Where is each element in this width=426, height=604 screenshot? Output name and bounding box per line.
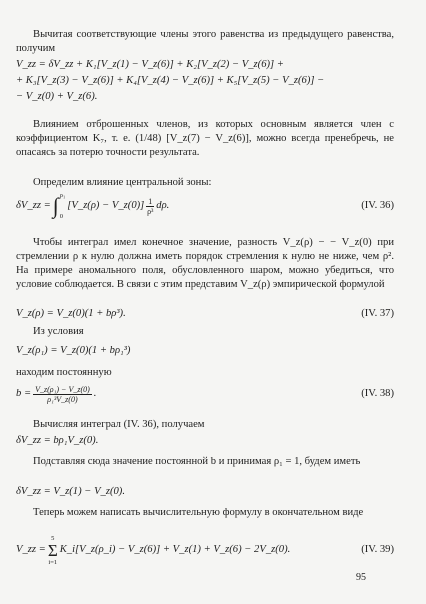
equation-iv-36 xyxy=(16,190,394,222)
formula-line-3: − V_z(0) + V_z(6). xyxy=(16,91,98,102)
eq37-formula: V_z(ρ) = V_z(0)(1 + bρ³). xyxy=(16,308,126,319)
paragraph-integral-condition: Чтобы интеграл имел конечное значение, разность V_z(ρ) − − V_z(0) при стремлении ρ к нулю должна иметь порядок стремления к нулю не ниже, чем ρ². На примере аномального поля, обусловленного шаром, можно убедиться, что условие соблюдается. В связи с этим представим V_z(ρ) эмпирической формулой xyxy=(16,237,394,290)
eq38-lhs: b = xyxy=(16,388,32,399)
equation-number-iv-37: (IV. 37) xyxy=(361,308,394,319)
integral-lower-limit: 0 xyxy=(59,213,64,220)
eq39-body: K_i[V_z(ρ_i) − V_z(6)] + V_z(1) + V_z(6) − 2V_z(0). xyxy=(59,544,291,555)
eq36-fraction-denominator: ρ³ xyxy=(147,206,154,216)
equation-delta-vzz-final: δV_zz = V_z(1) − V_z(0). xyxy=(16,486,125,497)
paragraph-central-zone: Определим влияние центральной зоны: xyxy=(33,177,212,188)
equation-iv-39 xyxy=(16,536,394,564)
summation-lower-limit: i=1 xyxy=(48,558,58,566)
eq36-tail: dρ. xyxy=(156,200,170,211)
formula-line-1: V_zz = δV_zz + K₁[V_z(1) − V_z(6)] + K₂[V_z(2) − V_z(6)] + xyxy=(16,59,284,70)
eq38-period: . xyxy=(93,388,97,399)
equation-iv-37 xyxy=(16,307,394,321)
summation-sign xyxy=(48,535,58,566)
eq38-fraction-numerator: V_z(ρ₁) − V_z(0) xyxy=(35,384,90,394)
equation-iv-38 xyxy=(16,381,394,407)
equation-number-iv-39: (IV. 39) xyxy=(361,544,394,555)
paragraph-neglect: Влиянием отброшенных членов, из которых основным является член с коэффициентом K₇, т. е. (1/48) [V_z(7) − V_z(6)], можно всегда пренебречь, не опасаясь за потерю точности результата. xyxy=(16,119,394,158)
page-number: 95 xyxy=(356,572,366,583)
paragraph-from-condition: Из условия xyxy=(33,326,84,337)
paragraph-final-form: Теперь можем написать вычислительную формулу в окончательном виде xyxy=(33,507,364,518)
paragraph-find-constant: находим постоянную xyxy=(16,367,112,378)
equation-condition: V_z(ρ₁) = V_z(0)(1 + bρ₁³) xyxy=(16,345,131,356)
integral-sign xyxy=(53,192,66,220)
paragraph-substitute: Подставляя сюда значение постоянной b и принимая ρ₁ = 1, будем иметь xyxy=(33,456,361,467)
equation-delta-vzz-b: δV_zz = bρ₁V_z(0). xyxy=(16,435,99,446)
eq39-lhs: V_zz = xyxy=(16,544,46,555)
paragraph-intro: Вычитая соответствующие члены этого равенства из предыдущего равенства, получим xyxy=(16,29,394,54)
equation-number-iv-38: (IV. 38) xyxy=(361,388,394,399)
eq38-fraction-denominator: ρ₁³V_z(0) xyxy=(47,394,78,404)
summation-symbol: Σ xyxy=(47,540,58,560)
integral-upper-limit: ρ₁ xyxy=(59,192,66,199)
formula-line-2: + K₃[V_z(3) − V_z(6)] + K₄[V_z(4) − V_z(6)] + K₅[V_z(5) − V_z(6)] − xyxy=(16,75,325,86)
integral-limits xyxy=(60,192,66,220)
paragraph-compute-integral: Вычисляя интеграл (IV. 36), получаем xyxy=(33,419,205,430)
eq36-fraction-numerator: 1 xyxy=(148,196,153,206)
equation-number-iv-36: (IV. 36) xyxy=(361,200,394,211)
eq36-lhs: δV_zz = xyxy=(16,200,51,211)
integral-symbol: ∫ xyxy=(52,193,59,218)
eq38-fraction xyxy=(33,385,92,404)
eq36-body: [V_z(ρ) − V_z(0)] xyxy=(67,200,145,211)
summation-upper-limit: 5 xyxy=(51,534,55,542)
eq36-fraction xyxy=(146,197,154,216)
